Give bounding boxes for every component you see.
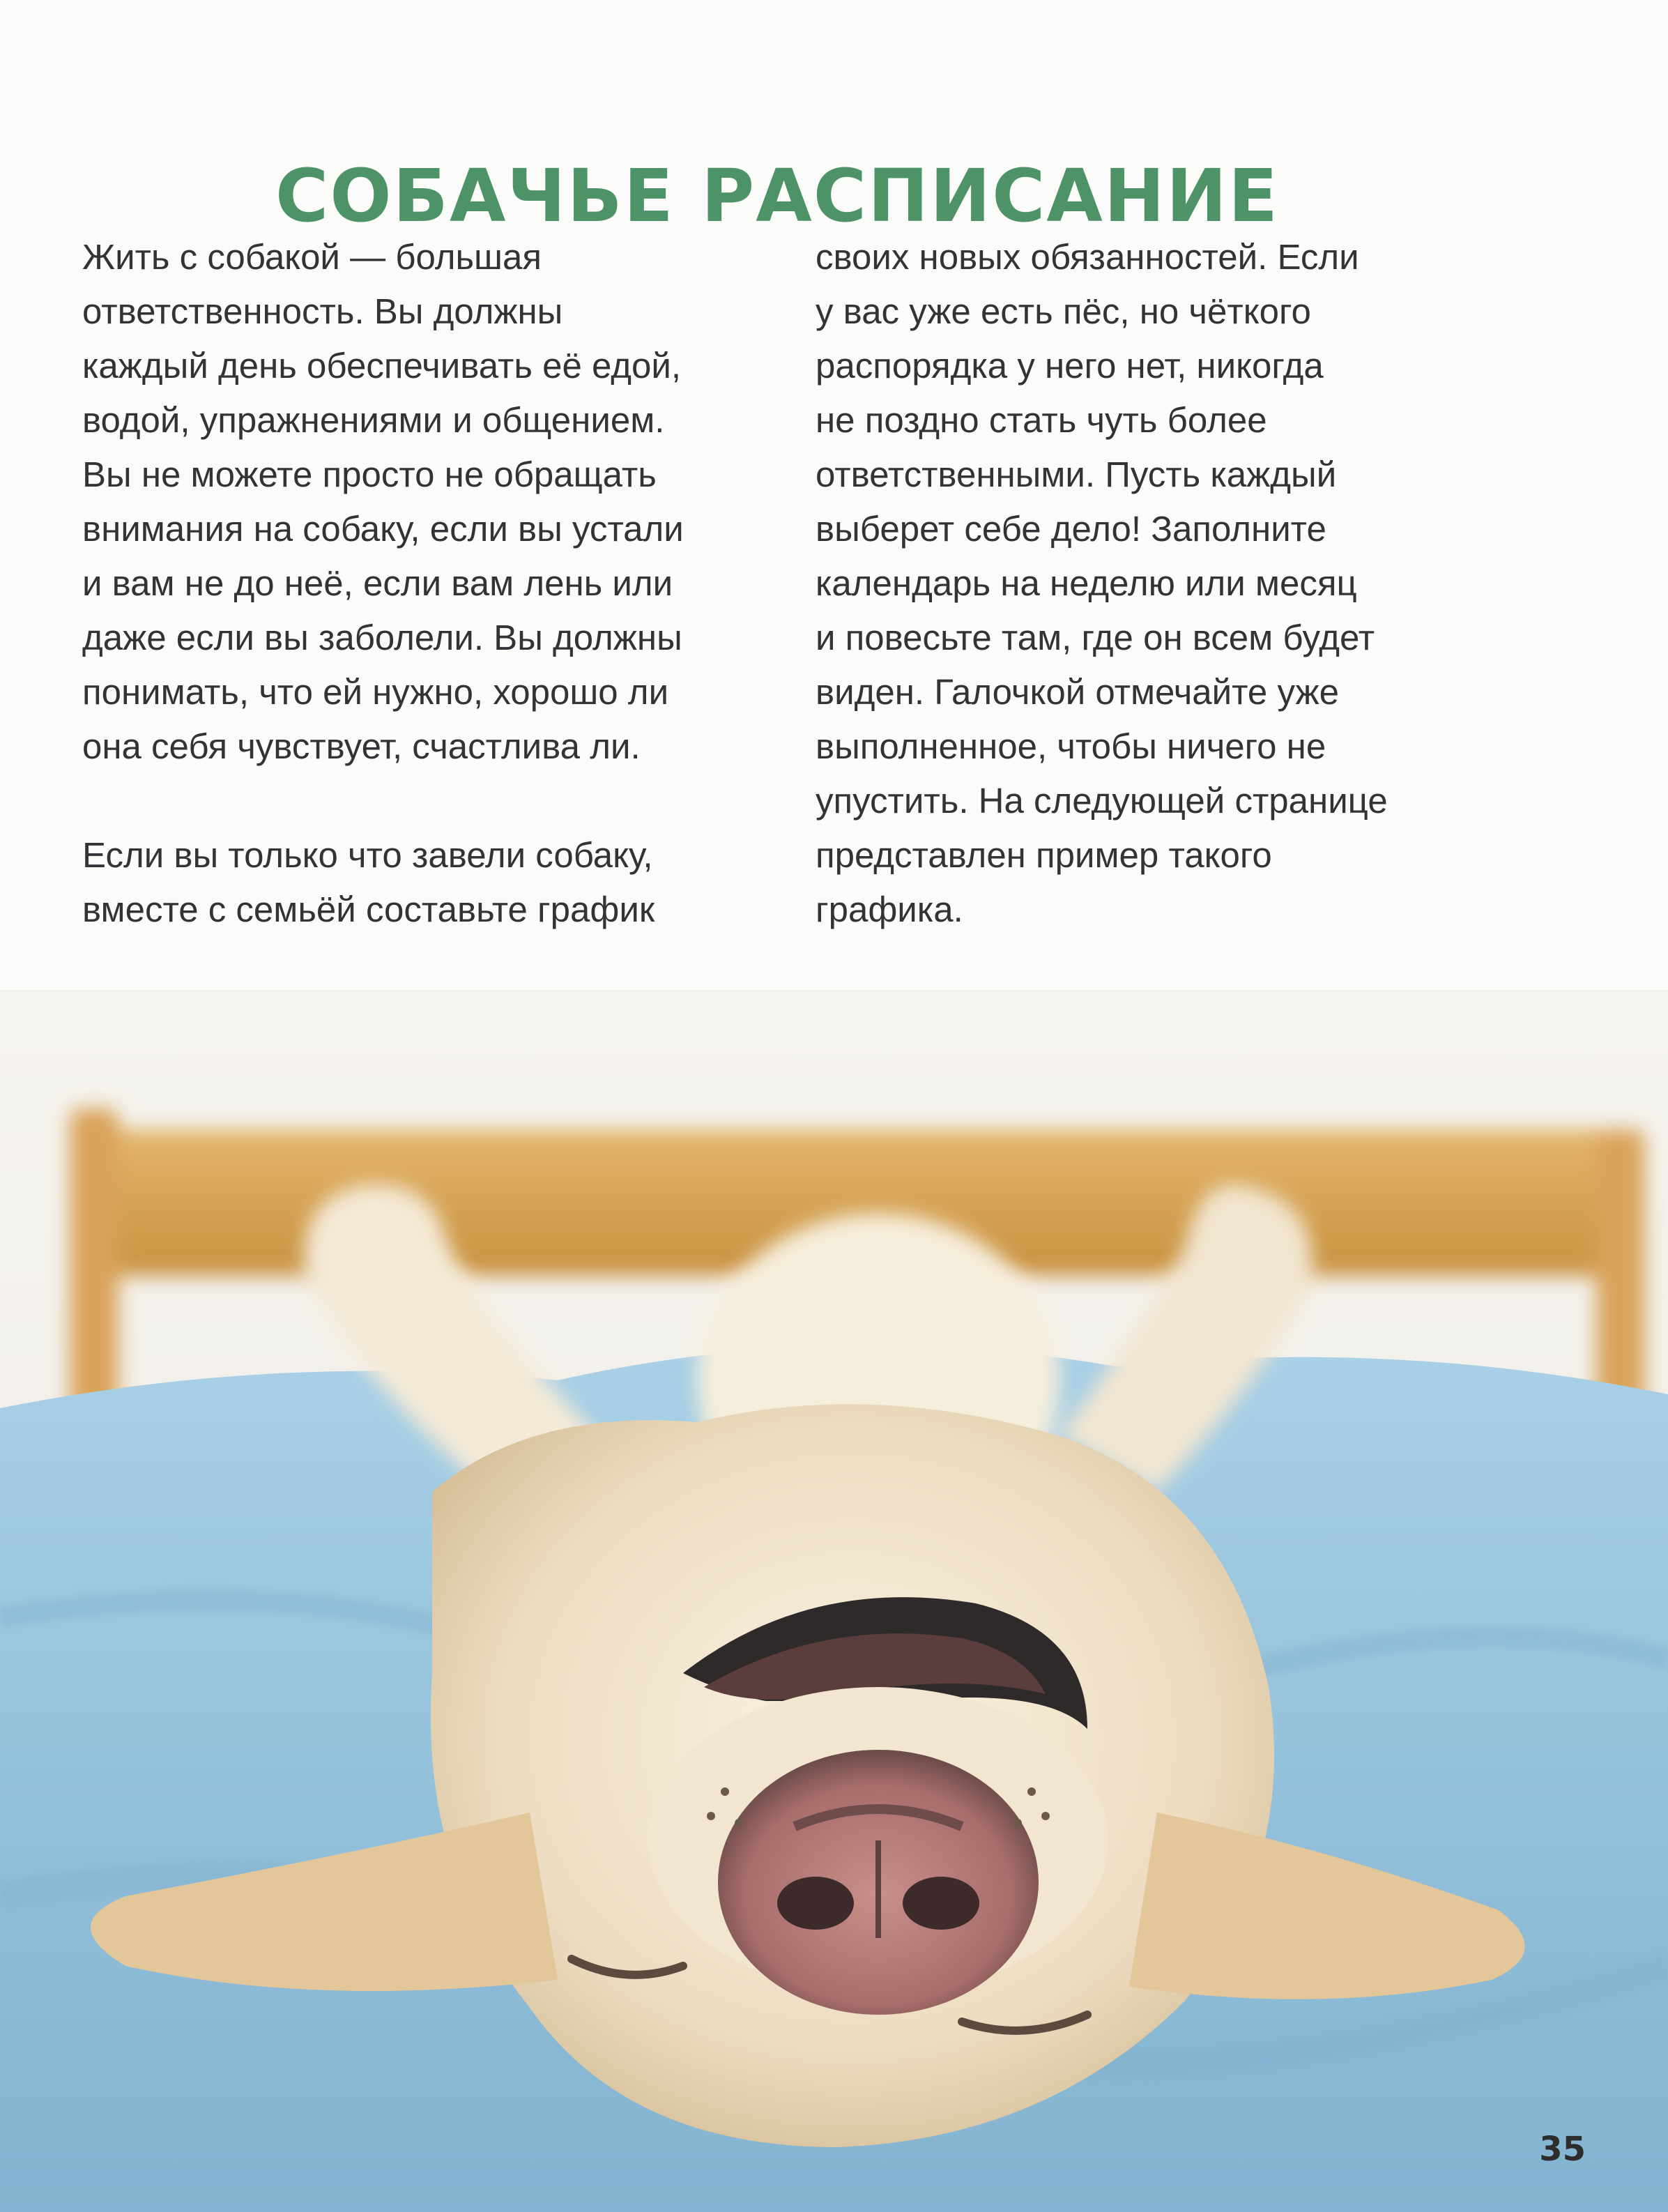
text-line: календарь на неделю или месяц	[816, 563, 1357, 603]
text-line: выберет себе дело! Заполните	[816, 509, 1326, 549]
text-line: ответственность. Вы должны	[82, 291, 563, 331]
text-line: своих новых обязанностей. Если	[816, 237, 1359, 277]
text-line: представлен пример такого	[816, 835, 1272, 875]
text-line: у вас уже есть пёс, но чёткого	[816, 291, 1311, 331]
text-line: внимания на собаку, если вы устали	[82, 509, 684, 549]
text-line: ответственными. Пусть каждый	[816, 455, 1337, 494]
page-title: СОБАЧЬЕ РАСПИСАНИЕ	[275, 153, 1280, 238]
paragraph-gap	[82, 774, 779, 828]
text-line: каждый день обеспечивать её едой,	[82, 346, 682, 386]
text-line: виден. Галочкой отмечайте уже	[816, 672, 1340, 712]
text-line: выполненное, чтобы ничего не	[816, 726, 1326, 766]
text-line: Жить с собакой — большая	[82, 237, 542, 277]
text-column-left	[82, 230, 779, 937]
text-line: и повесьте там, где он всем будет	[816, 618, 1375, 657]
text-column-right	[816, 230, 1513, 937]
dog-photo	[0, 990, 1668, 2212]
text-line: она себя чувствует, счастлива ли.	[82, 726, 641, 766]
text-line: Если вы только что завели собаку,	[82, 835, 653, 875]
text-line: графика.	[816, 890, 963, 929]
text-line: даже если вы заболели. Вы должны	[82, 618, 682, 657]
text-line: Вы не можете просто не обращать	[82, 455, 657, 494]
text-line: упустить. На следующей странице	[816, 781, 1388, 821]
text-line: водой, упражнениями и общением.	[82, 400, 665, 440]
page-number: 35	[1539, 2130, 1586, 2169]
text-line: и вам не до неё, если вам лень или	[82, 563, 673, 603]
text-line: вместе с семьёй составьте график	[82, 890, 655, 929]
text-line: не поздно стать чуть более	[816, 400, 1267, 440]
text-line: распорядка у него нет, никогда	[816, 346, 1324, 386]
text-line: понимать, что ей нужно, хорошо ли	[82, 672, 669, 712]
